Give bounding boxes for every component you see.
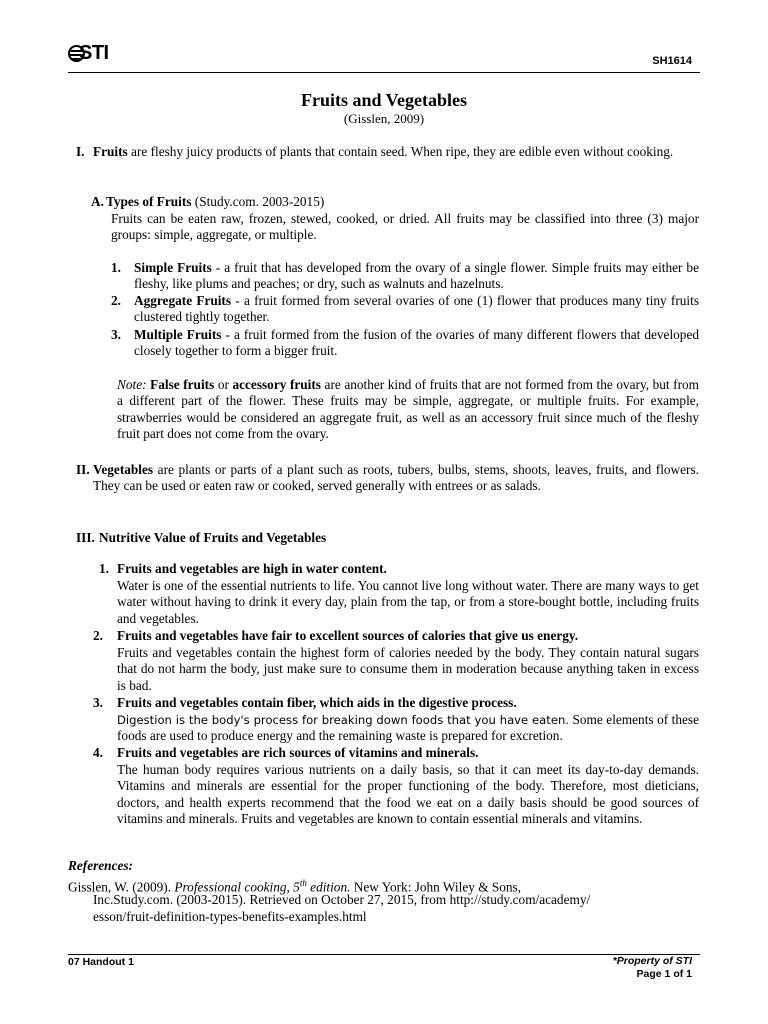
nutritive-3-text-block <box>117 712 699 745</box>
nutritive-3-text-a: Digestion is the body's process for breaking down foods that you have eaten. <box>117 713 569 727</box>
section-1-number: I. <box>76 144 85 159</box>
page-title: Fruits and Vegetables <box>300 90 468 110</box>
nutritive-1-heading: Fruits and vegetables are high in water content. <box>117 561 387 576</box>
nutritive-3-number: 3. <box>93 695 103 710</box>
nutritive-1-number: 1. <box>99 561 109 576</box>
section-2-paragraph <box>93 462 699 495</box>
footer-rule <box>68 954 700 955</box>
false-fruits-note <box>117 377 699 442</box>
nutritive-2-number: 2. <box>93 628 103 643</box>
subsection-a-text: Fruits can be eaten raw, frozen, stewed, cooked, or dried. All fruits may be classified into three (3) major groups: simple, aggregate, or multiple. <box>111 211 699 243</box>
page-subtitle: (Gisslen, 2009) <box>343 111 425 126</box>
section-1-paragraph <box>93 144 699 160</box>
fruit-type-2 <box>134 293 699 326</box>
sti-logo <box>68 44 124 66</box>
section-2-number: II. <box>76 462 90 477</box>
nutritive-3-heading: Fruits and vegetables contain fiber, which aids in the digestive process. <box>117 695 517 710</box>
section-3-heading: Nutritive Value of Fruits and Vegetables <box>99 530 327 545</box>
reference-2-link: esson/fruit-definition-types-benefits-examples.html <box>93 909 367 924</box>
reference-1-publisher: New York: John Wiley & Sons, <box>350 879 522 895</box>
subsection-a-citation: (Study.com. 2003-2015) <box>191 194 325 209</box>
fruit-type-1 <box>134 260 699 293</box>
note-or: or <box>214 377 233 392</box>
reference-2: Inc.Study.com. (2003-2015). Retrieved on October 27, 2015, from http://study.com/academy/ <box>93 892 591 907</box>
fruit-type-1-number: 1. <box>111 260 121 275</box>
nutritive-4-text: The human body requires various nutrients on a daily basis, so that it can meet its day-to-day demands. Vitamins and minerals are essential for the proper functioning of the body. Therefore, most dieticians, doctors, and health experts recommend that the food we eat on a daily basis should be good sources of vitamins and minerals. Fruits and vegetables are known to contain essential minerals and vitamins. <box>117 762 699 826</box>
reference-1-author: Gisslen, W. (2009). <box>68 879 175 895</box>
reference-1-sup: th <box>299 878 307 888</box>
fruit-type-3 <box>134 327 699 360</box>
subsection-a-heading <box>106 194 699 210</box>
subsection-a-title: Types of Fruits <box>106 194 192 209</box>
nutritive-3-text-b: Some elements of these foods are used to produce energy and the remaining waste is prepared for excretion. <box>117 712 699 744</box>
nutritive-1-text: Water is one of the essential nutrients to life. You cannot live long without water. There are many ways to get water without having to drink it every day, plain from the tap, or from a store-bought bottle, including fruits and vegetables. <box>117 578 699 626</box>
header-rule <box>68 72 700 73</box>
reference-1-title: Professional cooking, 5 <box>174 879 300 895</box>
fruit-type-1-title: Simple Fruits <box>134 260 212 275</box>
subsection-a-number: A. <box>91 194 104 209</box>
fruit-type-2-title: Aggregate Fruits <box>134 293 232 308</box>
note-text: are another kind of fruits that are not formed from the ovary, but from a different part of the flower. These fruits may be simple, aggregate, or multiple fruits. For example, strawberries would be considered an aggregate fruit, as well as an accessory fruit since much of the fleshy fruit part does not come from the ovary. <box>117 377 700 441</box>
section-3-number: III. <box>76 530 95 545</box>
logo-text: STI <box>79 42 109 64</box>
note-false-fruits: False fruits <box>150 377 215 392</box>
fruit-type-3-number: 3. <box>111 327 121 342</box>
footer-handout: 07 Handout 1 <box>68 956 134 968</box>
nutritive-4-heading: Fruits and vegetables are rich sources of vitamins and minerals. <box>117 745 479 760</box>
footer-property: *Property of STI <box>612 955 692 967</box>
fruit-type-3-text: - a fruit formed from the fusion of the ovaries of many different flowers that developed closely together to form a bigger fruit. <box>134 327 699 359</box>
references-heading: References: <box>68 858 133 873</box>
nutritive-2-text: Fruits and vegetables contain the highest form of calories needed by the body. They contain natural sugars that do not harm the body, just make sure to consume them in moderation because anything taken in excess is bad. <box>117 645 699 693</box>
section-2-text: are plants or parts of a plant such as roots, tubers, bulbs, stems, shoots, leaves, fruits, and flowers. They can be used or eaten raw or cooked, served generally with entrees or as salads. <box>93 462 699 494</box>
fruit-type-1-text: - a fruit that has developed from the ovary of a single flower. Simple fruits may either be fleshy, like plums and peaches; or dry, such as walnuts and hazelnuts. <box>134 260 699 292</box>
nutritive-2-heading: Fruits and vegetables have fair to excellent sources of calories that give us energy. <box>117 628 579 643</box>
fruit-type-2-number: 2. <box>111 293 121 308</box>
footer-page-number: Page 1 of 1 <box>636 968 692 980</box>
fruit-type-3-title: Multiple Fruits <box>134 327 222 342</box>
note-label: Note: <box>117 377 147 392</box>
nutritive-4-number: 4. <box>93 745 103 760</box>
reference-1-edition: edition. <box>306 879 351 895</box>
fruit-type-2-text: - a fruit formed from several ovaries of one (1) flower that produces many tiny fruits clustered tightly together. <box>134 293 699 325</box>
section-1-lead: Fruits <box>93 144 128 159</box>
section-1-text: are fleshy juicy products of plants that contain seed. When ripe, they are edible even without cooking. <box>127 144 674 159</box>
document-code: SH1614 <box>652 55 692 67</box>
section-2-lead: Vegetables <box>93 462 154 477</box>
note-accessory-fruits: accessory fruits <box>232 377 321 392</box>
